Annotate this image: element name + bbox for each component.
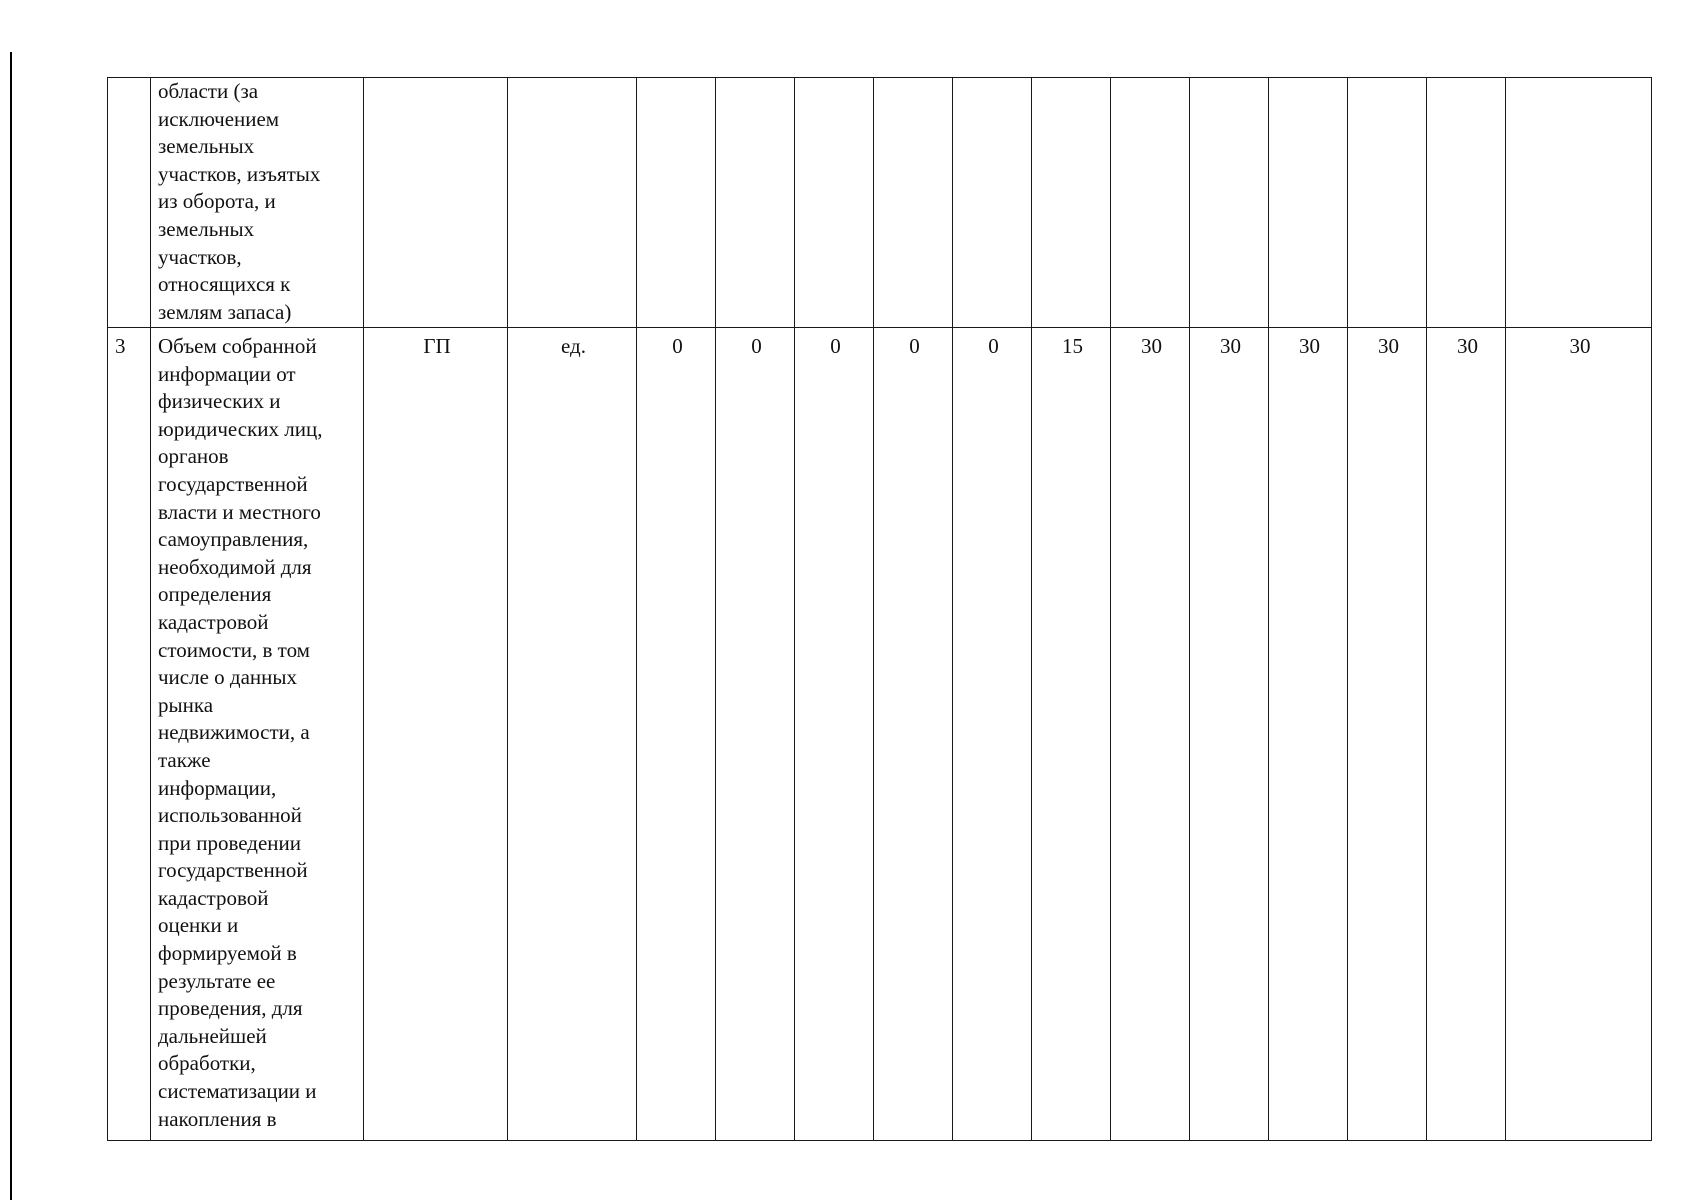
cell-empty: [1032, 78, 1111, 328]
cell-value: 0: [874, 328, 953, 1141]
cell-empty: [1269, 78, 1348, 328]
cell-value: 15: [1032, 328, 1111, 1141]
cell-empty: [364, 78, 508, 328]
cell-value: 30: [1506, 328, 1652, 1141]
cell-value: 30: [1269, 328, 1348, 1141]
cell-empty: [795, 78, 874, 328]
cell-value: 0: [716, 328, 795, 1141]
cell-empty: [953, 78, 1032, 328]
cell-empty: [508, 78, 637, 328]
cell-number: [108, 78, 151, 328]
cell-value: 30: [1427, 328, 1506, 1141]
cell-empty: [637, 78, 716, 328]
cell-value: 30: [1111, 328, 1190, 1141]
table-row-3: [108, 328, 1652, 1141]
table-row-continuation: [108, 78, 1652, 328]
indicators-table: [107, 77, 1652, 1141]
cell-value: 0: [637, 328, 716, 1141]
cell-value: 0: [795, 328, 874, 1141]
cell-indicator-name: Объем собранной информации от физических и юридических лиц, органов государственной власти и местного самоуправления, необходимой для определения кадастровой стоимости, в том числе о данных рынка недвижимости, а также информации, использованной при проведении государственной кадастровой оценки и формируемой в результате ее проведения, для дальнейшей обработки, систематизации и накопления в: [151, 328, 364, 1141]
cell-value: 30: [1348, 328, 1427, 1141]
cell-empty: [1506, 78, 1652, 328]
cell-value: 0: [953, 328, 1032, 1141]
cell-empty: [1348, 78, 1427, 328]
cell-empty: [1190, 78, 1269, 328]
cell-empty: [874, 78, 953, 328]
cell-empty: [716, 78, 795, 328]
cell-empty: [1427, 78, 1506, 328]
cell-value: 30: [1190, 328, 1269, 1141]
cell-unit: ед.: [508, 328, 637, 1141]
cell-indicator-name: области (за исключением земельных участков, изъятых из оборота, и земельных участков, относящихся к землям запаса): [151, 78, 364, 328]
page-left-edge-line: [10, 52, 12, 1200]
cell-number: 3: [108, 328, 151, 1141]
cell-empty: [1111, 78, 1190, 328]
cell-source: ГП: [364, 328, 508, 1141]
